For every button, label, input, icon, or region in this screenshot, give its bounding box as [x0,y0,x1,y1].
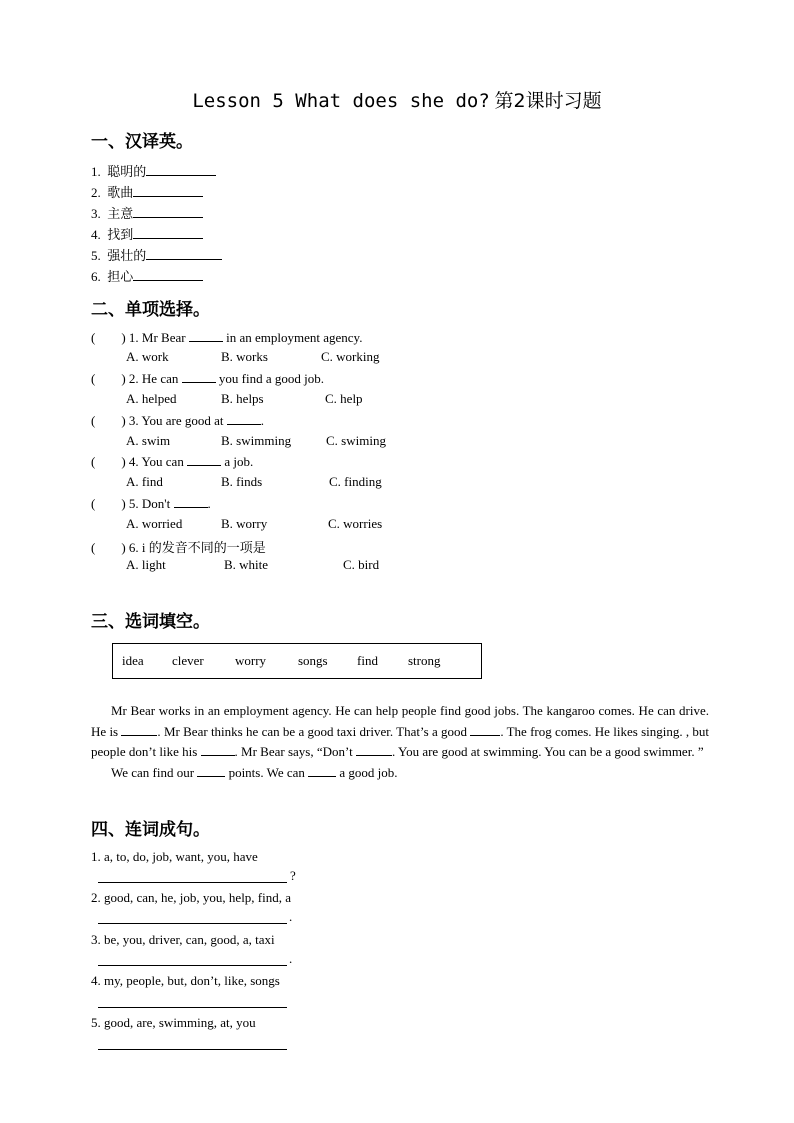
passage-blank[interactable] [308,764,336,777]
option-b[interactable]: B. works [221,349,268,364]
word-bank [112,643,482,679]
passage-text: We can find our [111,765,195,781]
question-text-end: a job. [224,454,254,469]
passage-blank[interactable] [201,743,235,756]
answer-paren[interactable]: ( ) [91,496,126,511]
answer-line[interactable] [98,1049,287,1050]
answer-blank[interactable] [133,205,203,218]
question-text: 5. Don't [128,496,171,511]
passage-text: points. We can [228,765,305,781]
item-number: 3. [91,206,101,221]
scrambled-words: 4. my, people, but, don’t, like, songs [91,973,280,988]
item-number: 2. [91,185,101,200]
answer-paren[interactable]: ( ) [91,454,126,469]
option-b[interactable]: B. finds [221,474,263,489]
scrambled-words: 5. good, are, swimming, at, you [91,1015,256,1030]
question [91,329,362,346]
list-item [91,224,203,243]
question-blank [189,329,223,342]
section1-heading: 一、汉译英。 [91,132,193,152]
question-blank [174,495,208,508]
question-text-end: . [260,413,265,428]
option-c[interactable]: C. worries [328,516,383,531]
option-b[interactable]: B. helps [221,391,264,406]
item-number: 6. [91,269,101,284]
section2-heading: 二、单项选择。 [91,300,210,320]
question [91,453,253,470]
section3-heading: 三、选词填空。 [91,612,210,632]
answer-line[interactable] [98,965,287,966]
section4-heading: 四、连词成句。 [91,820,210,840]
word-bank-item: songs [298,653,328,668]
passage-text: a good job. [339,765,398,781]
option-b[interactable]: B. white [224,557,269,572]
answer-line[interactable] [98,882,287,883]
question [91,412,264,429]
answer-blank[interactable] [133,268,203,281]
question-text: 2. He can [128,371,179,386]
answer-blank[interactable] [146,247,222,260]
answer-line[interactable] [98,923,287,924]
passage-text: . Mr Bear thinks he can be a good taxi driver. That’s a good [157,723,468,739]
option-c[interactable]: C. swiming [326,433,386,448]
passage-paragraph [91,701,709,763]
list-item [91,203,203,222]
sentence-end-mark: ? [290,868,296,883]
question-text-end: . [207,496,211,511]
question-text: 6. i 的发音不同的一项是 [128,540,266,555]
chinese-word: 找到 [107,228,134,243]
list-item [91,245,222,264]
passage-blank[interactable] [197,764,225,777]
option-c[interactable]: C. help [325,391,363,406]
title-chinese: 第2课时习题 [494,90,602,112]
word-bank-item: strong [408,653,441,668]
item-number: 1. [91,164,101,179]
question [91,537,266,556]
chinese-word: 主意 [107,207,134,222]
option-c[interactable]: C. bird [343,557,380,572]
passage-text: . Mr Bear says, “Don’t [234,744,353,760]
chinese-word: 聪明的 [107,165,147,180]
option-c[interactable]: C. working [321,349,380,364]
passage-blank[interactable] [470,723,500,736]
option-a[interactable]: A. helped [126,391,177,406]
question-blank [182,370,216,383]
question-text: 4. You can [128,454,184,469]
answer-blank[interactable] [146,163,216,176]
word-bank-item: worry [235,653,267,668]
passage-paragraph [91,763,709,784]
passage-blank[interactable] [356,743,392,756]
list-item [91,161,216,180]
page-title [0,86,794,113]
question-text-end: you find a good job. [218,371,324,386]
word-bank-item: clever [172,653,204,668]
chinese-word: 歌曲 [107,186,134,201]
question-blank [227,412,261,425]
chinese-word: 强壮的 [107,249,147,264]
item-number: 5. [91,248,101,263]
option-a[interactable]: A. find [126,474,163,489]
option-a[interactable]: A. light [126,557,166,572]
list-item [91,182,203,201]
word-bank-item: find [357,653,378,668]
question-text-end: in an employment agency. [226,330,363,345]
sentence-end-mark: . [289,951,293,966]
answer-paren[interactable]: ( ) [91,371,126,386]
answer-paren[interactable]: ( ) [91,413,126,428]
option-a[interactable]: A. worried [126,516,183,531]
option-c[interactable]: C. finding [329,474,382,489]
passage-text: Mr Bear works in an employment agency. He can help people find good jobs. The kangaroo comes. He can drive. He is [91,703,709,739]
option-a[interactable]: A. work [126,349,169,364]
scrambled-words: 1. a, to, do, job, want, you, have [91,849,258,864]
answer-line[interactable] [98,1007,287,1008]
chinese-word: 担心 [107,270,134,285]
question-text: 3. You are good at [128,413,224,428]
question-text: 1. Mr Bear [128,330,186,345]
option-b[interactable]: B. swimming [221,433,292,448]
option-a[interactable]: A. swim [126,433,171,448]
title-english: Lesson 5 What does she do? [192,90,490,112]
cloze-passage [91,701,709,784]
list-item [91,266,203,285]
question-blank [187,453,221,466]
answer-blank[interactable] [133,184,203,197]
passage-text: . You are good at swimming. You can be a good swimmer. ” [391,744,704,760]
word-bank-item: idea [122,653,144,668]
sentence-end-mark: . [289,909,293,924]
question [91,370,324,387]
option-b[interactable]: B. worry [221,516,268,531]
answer-blank[interactable] [133,226,203,239]
question [91,495,211,512]
scrambled-words: 2. good, can, he, job, you, help, find, a [91,890,292,905]
passage-text: . The frog comes. He likes singing. , but people don’t like his [91,723,710,760]
passage-blank[interactable] [121,723,157,736]
item-number: 4. [91,227,101,242]
answer-paren[interactable]: ( ) [91,330,126,345]
answer-paren[interactable]: ( ) [91,540,126,555]
scrambled-words: 3. be, you, driver, can, good, a, taxi [91,932,275,947]
